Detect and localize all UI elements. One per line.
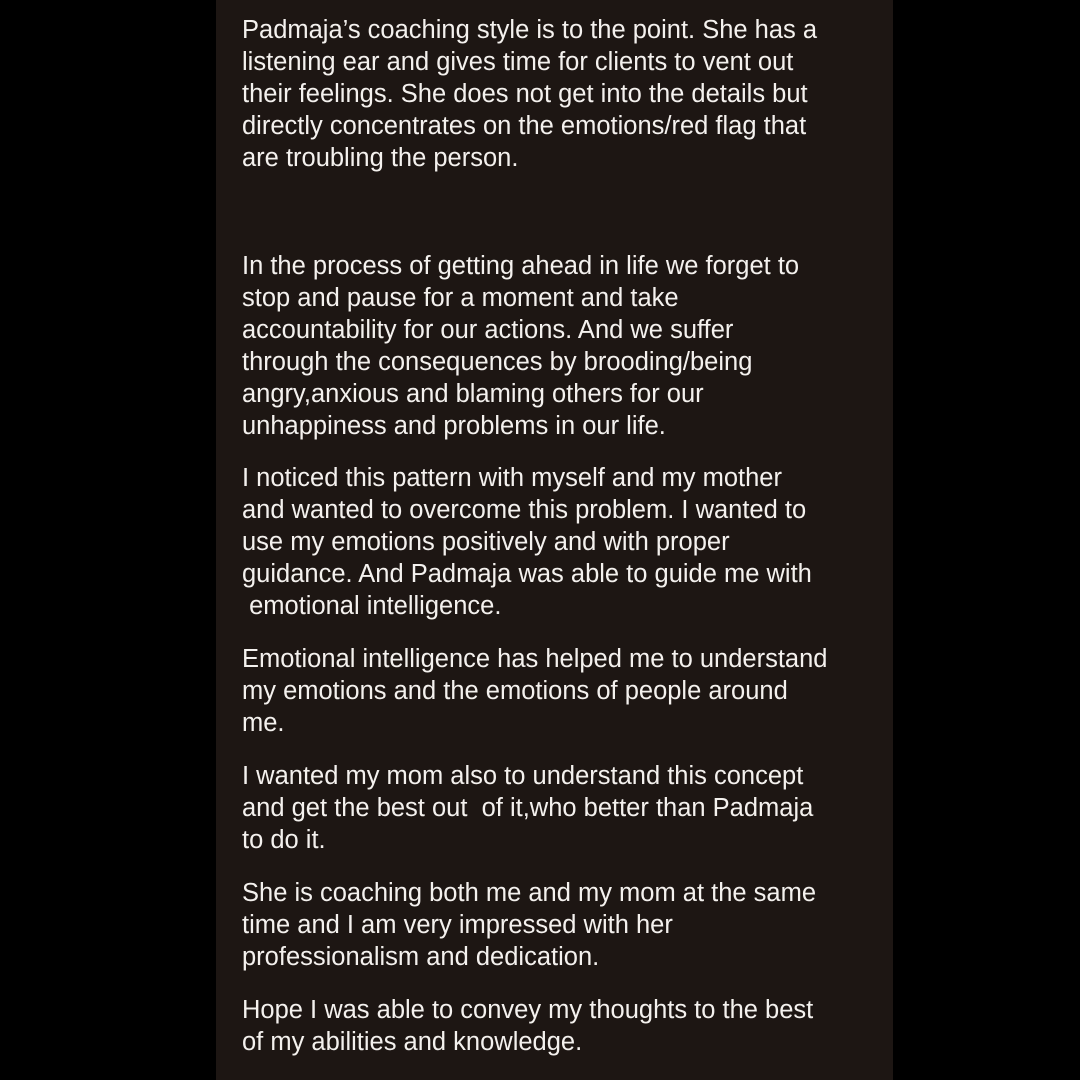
testimonial-paragraph-5: I wanted my mom also to understand this concept and get the best out of it,who better than Padmaja to do it. [242, 762, 814, 854]
testimonial-paragraph-7: Hope I was able to convey my thoughts to the best of my abilities and knowledge. [242, 996, 814, 1056]
testimonial-paragraph-6: She is coaching both me and my mom at the same time and I am very impressed with her professionalism and dedication. [242, 879, 817, 971]
testimonial-paragraph-2: In the process of getting ahead in life we forget to stop and pause for a moment and take accountability for our actions. And we suffer through the consequences by brooding/being angry,anxious and blaming others for our unhappiness and problems in our life. [242, 252, 800, 440]
testimonial-paragraph-1: Padmaja’s coaching style is to the point. She has a listening ear and gives time for clients to vent out their feelings. She does not get into the details but directly concentrates on the emotions/red flag that are troubling the person. [242, 16, 818, 172]
testimonial-paragraph-3: I noticed this pattern with myself and my mother and wanted to overcome this problem. I wanted to use my emotions positively and with proper guidance. And Padmaja was able to guide me with emotional intelligence. [242, 464, 812, 620]
testimonial-paragraph-4: Emotional intelligence has helped me to understand my emotions and the emotions of people around me. [242, 645, 828, 737]
